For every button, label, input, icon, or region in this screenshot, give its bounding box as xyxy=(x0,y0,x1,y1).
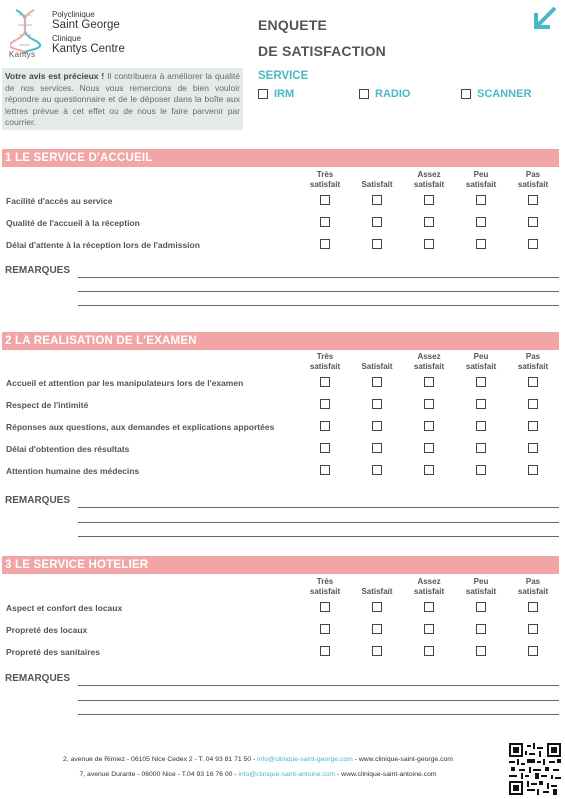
rating-checkbox[interactable] xyxy=(372,443,382,453)
rating-checkbox[interactable] xyxy=(528,602,538,612)
column-header-line1: Très xyxy=(316,170,334,179)
column-header xyxy=(301,577,349,597)
column-header xyxy=(509,577,557,597)
rating-checkbox[interactable] xyxy=(476,465,486,475)
section-title: 1 LE SERVICE D'ACCUEIL xyxy=(2,149,559,167)
arrow-down-left-icon xyxy=(532,5,558,31)
column-header xyxy=(405,352,453,372)
question-label: Respect de l'intimité xyxy=(6,400,89,410)
column-header-line1: Peu xyxy=(473,352,489,361)
rating-checkbox[interactable] xyxy=(424,421,434,431)
remarks-line[interactable] xyxy=(78,305,559,306)
rating-checkbox[interactable] xyxy=(476,239,486,249)
rating-checkbox[interactable] xyxy=(320,377,330,387)
column-header-line1: Peu xyxy=(473,170,489,179)
remarks-line[interactable] xyxy=(78,685,559,686)
column-header-line1 xyxy=(353,170,401,180)
question-label: Délai d'obtention des résultats xyxy=(6,444,130,454)
rating-checkbox[interactable] xyxy=(476,399,486,409)
clinic-name-line2: Saint George xyxy=(52,19,120,31)
column-header xyxy=(457,352,505,372)
column-header xyxy=(457,577,505,597)
footer-address-2-text: 7, avenue Durante - 06000 Nice - T.04 93 16 76 00 - xyxy=(79,771,239,778)
rating-checkbox[interactable] xyxy=(424,195,434,205)
rating-checkbox[interactable] xyxy=(424,602,434,612)
rating-checkbox[interactable] xyxy=(320,195,330,205)
rating-checkbox[interactable] xyxy=(476,195,486,205)
question-label: Attention humaine des médecins xyxy=(6,466,140,476)
question-label: Réponses aux questions, aux demandes et explications apportées xyxy=(6,422,275,432)
column-header-line2: Satisfait xyxy=(361,362,393,371)
irm-label: IRM xyxy=(274,88,295,100)
clinic-name-line1: Polyclinique xyxy=(52,10,95,19)
rating-checkbox[interactable] xyxy=(320,399,330,409)
remarks-label: REMARQUES xyxy=(5,673,71,684)
rating-checkbox[interactable] xyxy=(528,399,538,409)
rating-checkbox[interactable] xyxy=(372,399,382,409)
rating-checkbox[interactable] xyxy=(528,195,538,205)
rating-checkbox[interactable] xyxy=(320,443,330,453)
column-header xyxy=(405,577,453,597)
column-header-line1 xyxy=(353,577,401,587)
question-label: Aspect et confort des locaux xyxy=(6,603,123,613)
rating-checkbox[interactable] xyxy=(476,624,486,634)
rating-checkbox[interactable] xyxy=(320,421,330,431)
rating-checkbox[interactable] xyxy=(424,443,434,453)
page-title xyxy=(258,12,386,64)
question-label: Facilité d'accès au service xyxy=(6,196,113,206)
service-option-scanner[interactable] xyxy=(461,88,531,100)
question-label: Propreté des locaux xyxy=(6,625,88,635)
question-label: Délai d'attente à la réception lors de l'admission xyxy=(6,240,200,250)
clinic-name-line3: Clinique xyxy=(52,34,81,43)
rating-checkbox[interactable] xyxy=(320,646,330,656)
service-option-irm[interactable] xyxy=(258,88,294,100)
question-label: Accueil et attention par les manipulateurs lors de l'examen xyxy=(6,378,244,388)
column-header-line1: Pas xyxy=(525,170,541,179)
footer-web-1[interactable]: - www.clinique-saint-george.com xyxy=(352,756,453,763)
rating-checkbox[interactable] xyxy=(320,624,330,634)
section-title: 3 LE SERVICE HOTELIER xyxy=(2,556,559,574)
column-header-line2: satisfait xyxy=(309,180,341,189)
radio-label: RADIO xyxy=(375,88,411,100)
service-title: SERVICE xyxy=(258,70,309,82)
rating-checkbox[interactable] xyxy=(528,624,538,634)
footer-address-2 xyxy=(18,771,498,778)
rating-checkbox[interactable] xyxy=(476,217,486,227)
column-header xyxy=(509,170,557,190)
question-label: Propreté des sanitaires xyxy=(6,647,101,657)
column-header-line1: Très xyxy=(316,577,334,586)
rating-checkbox[interactable] xyxy=(372,421,382,431)
rating-checkbox[interactable] xyxy=(372,602,382,612)
footer-web-2[interactable]: - www.clinique-saint-antoine.com xyxy=(335,771,437,778)
remarks-label: REMARQUES xyxy=(5,265,71,276)
column-header-line2: satisfait xyxy=(413,362,445,371)
column-header-line2: satisfait xyxy=(517,587,549,596)
column-header xyxy=(353,352,401,372)
column-header-line2: satisfait xyxy=(309,362,341,371)
radio-checkbox[interactable] xyxy=(359,89,369,99)
footer-email-1[interactable]: info@clinique-saint-george.com xyxy=(257,756,353,763)
rating-checkbox[interactable] xyxy=(320,239,330,249)
column-header-line1: Peu xyxy=(473,577,489,586)
column-header-line2: satisfait xyxy=(413,587,445,596)
rating-checkbox[interactable] xyxy=(424,465,434,475)
column-header-line2: Satisfait xyxy=(361,587,393,596)
rating-checkbox[interactable] xyxy=(372,377,382,387)
remarks-line[interactable] xyxy=(78,700,559,701)
column-header-line1: Assez xyxy=(417,170,441,179)
column-header-line1 xyxy=(353,352,401,362)
rating-checkbox[interactable] xyxy=(372,195,382,205)
column-header-line2: satisfait xyxy=(517,180,549,189)
clinic-names xyxy=(52,10,125,55)
column-header xyxy=(457,170,505,190)
remarks-line[interactable] xyxy=(78,536,559,537)
intro-body: Il contribuera à améliorer la qualité de nos services. Nous vous remercions de bien vouloir répondre au questionnaire et de le déposer dans la boîte aux lettres prévue à cet effet ou de nous le faire parvenir par courrier. xyxy=(5,71,241,128)
column-header xyxy=(353,170,401,190)
column-header-line2: satisfait xyxy=(465,587,497,596)
rating-checkbox[interactable] xyxy=(424,646,434,656)
column-header-line1: Pas xyxy=(525,577,541,586)
intro-text xyxy=(2,68,243,130)
service-option-radio[interactable] xyxy=(359,88,410,100)
column-header-line1: Assez xyxy=(417,577,441,586)
scanner-checkbox[interactable] xyxy=(461,89,471,99)
column-header xyxy=(509,352,557,372)
rating-checkbox[interactable] xyxy=(476,602,486,612)
rating-checkbox[interactable] xyxy=(528,465,538,475)
footer-email-2[interactable]: info@clinique-saint-antoine.com xyxy=(238,771,336,778)
footer-address-1 xyxy=(18,756,498,763)
column-header-line1: Pas xyxy=(525,352,541,361)
rating-checkbox[interactable] xyxy=(372,239,382,249)
column-header-line2: Satisfait xyxy=(361,180,393,189)
rating-checkbox[interactable] xyxy=(476,443,486,453)
rating-checkbox[interactable] xyxy=(320,217,330,227)
column-header xyxy=(301,352,349,372)
column-header-line2: satisfait xyxy=(309,587,341,596)
remarks-line[interactable] xyxy=(78,522,559,523)
rating-checkbox[interactable] xyxy=(424,624,434,634)
rating-checkbox[interactable] xyxy=(528,377,538,387)
qr-code-icon xyxy=(509,743,561,795)
column-header xyxy=(301,170,349,190)
rating-checkbox[interactable] xyxy=(528,239,538,249)
rating-checkbox[interactable] xyxy=(372,217,382,227)
column-header-line1: Assez xyxy=(417,352,441,361)
rating-checkbox[interactable] xyxy=(528,646,538,656)
rating-checkbox[interactable] xyxy=(528,443,538,453)
irm-checkbox[interactable] xyxy=(258,89,268,99)
column-header xyxy=(353,577,401,597)
rating-checkbox[interactable] xyxy=(320,465,330,475)
remarks-label: REMARQUES xyxy=(5,495,71,506)
column-header xyxy=(405,170,453,190)
rating-checkbox[interactable] xyxy=(372,646,382,656)
rating-checkbox[interactable] xyxy=(320,602,330,612)
rating-checkbox[interactable] xyxy=(476,646,486,656)
rating-checkbox[interactable] xyxy=(424,399,434,409)
kantys-logo xyxy=(10,8,42,54)
rating-checkbox[interactable] xyxy=(424,239,434,249)
column-header-line2: satisfait xyxy=(465,362,497,371)
section-title: 2 LA REALISATION DE L'EXAMEN xyxy=(2,332,559,350)
rating-checkbox[interactable] xyxy=(372,465,382,475)
column-header-line2: satisfait xyxy=(465,180,497,189)
column-header-line2: satisfait xyxy=(413,180,445,189)
rating-checkbox[interactable] xyxy=(424,217,434,227)
remarks-line[interactable] xyxy=(78,507,559,508)
intro-bold: Votre avis est précieux ! xyxy=(5,71,105,81)
rating-checkbox[interactable] xyxy=(528,421,538,431)
scanner-label: SCANNER xyxy=(477,88,532,100)
title-line2: DE SATISFACTION xyxy=(258,43,386,59)
footer-address-1-text: 2, avenue de Rimiez - 06105 Nice Cedex 2 - T. 04 93 81 71 50 - xyxy=(63,756,258,763)
clinic-name-line4: Kantys Centre xyxy=(52,43,125,55)
column-header-line2: satisfait xyxy=(517,362,549,371)
remarks-line[interactable] xyxy=(78,291,559,292)
question-label: Qualité de l'accueil à la réception xyxy=(6,218,140,228)
remarks-line[interactable] xyxy=(78,277,559,278)
rating-checkbox[interactable] xyxy=(424,377,434,387)
rating-checkbox[interactable] xyxy=(476,421,486,431)
logo-caption: Kantys xyxy=(9,50,36,59)
rating-checkbox[interactable] xyxy=(372,624,382,634)
title-line1: ENQUETE xyxy=(258,17,328,33)
rating-checkbox[interactable] xyxy=(528,217,538,227)
rating-checkbox[interactable] xyxy=(476,377,486,387)
column-header-line1: Très xyxy=(316,352,334,361)
remarks-line[interactable] xyxy=(78,714,559,715)
